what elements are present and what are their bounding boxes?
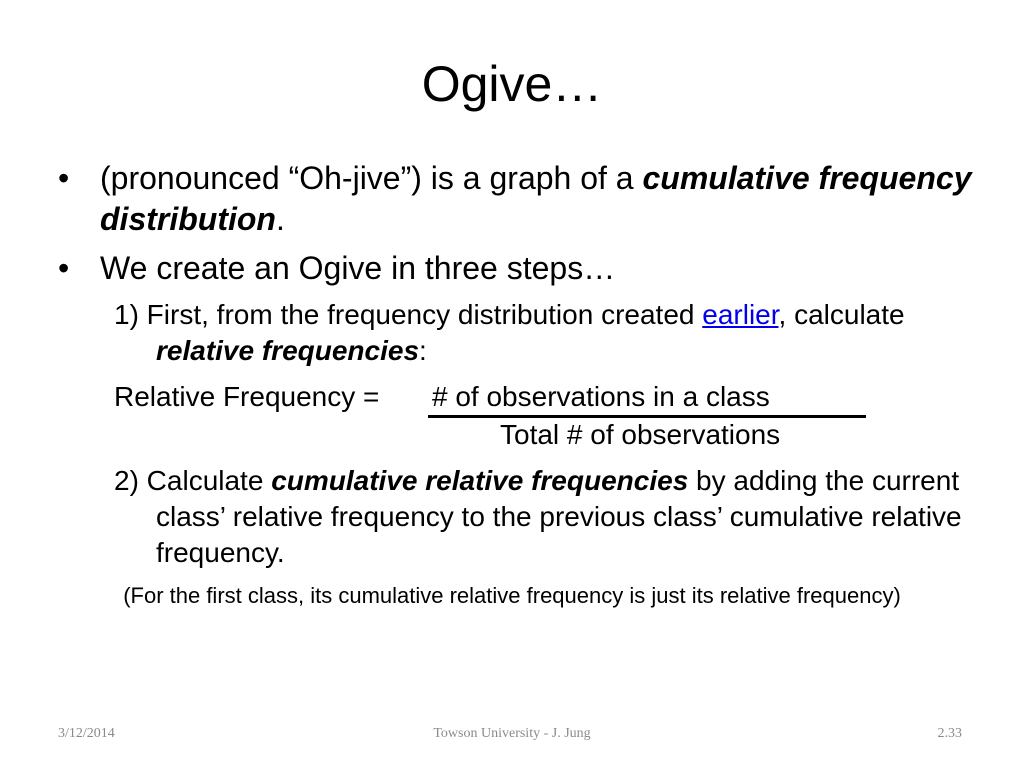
step-2 [58, 463, 978, 571]
bullet-marker: • [58, 160, 70, 196]
step-1-prefix: 1) First, from the frequency distribution created [114, 299, 703, 330]
relative-frequency-formula [114, 379, 978, 459]
bullet-definition-text: (pronounced “Oh-jive”) is a graph of a [100, 160, 643, 196]
slide-title: Ogive… [421, 56, 603, 112]
bullet-steps [58, 248, 978, 289]
step-1-emphasis: relative frequencies [156, 335, 420, 366]
step-1-suffix: : [419, 335, 427, 366]
first-class-note: (For the first class, its cumulative relative frequency is just its relative frequency) [123, 583, 901, 608]
step-1 [58, 297, 978, 369]
footer-page-number: 2.33 [937, 726, 962, 741]
footer-author: Towson University - J. Jung [433, 726, 591, 741]
bullet-definition-end: . [275, 201, 285, 237]
bullet-definition [58, 158, 978, 240]
formula-lhs: Relative Frequency = [114, 381, 380, 412]
formula-numerator: # of observations in a class [428, 379, 866, 418]
bullet-marker: • [58, 250, 70, 286]
step-2-emphasis: cumulative relative frequencies [271, 465, 689, 496]
slide-content [58, 158, 978, 611]
footer-date: 3/12/2014 [58, 726, 115, 741]
formula-denominator: Total # of observations [500, 419, 781, 450]
step-2-suffix: by adding the current class’ relative frequency to the previous class’ cumulative relative frequency. [156, 465, 962, 568]
earlier-link[interactable]: earlier [702, 299, 779, 330]
bullet-steps-text: We create an Ogive in three steps… [100, 250, 616, 286]
bullet-definition-emphasis: cumulative frequency distribution [100, 160, 972, 237]
step-1-middle: , calculate [778, 299, 905, 330]
step-2-prefix: 2) Calculate [114, 465, 272, 496]
